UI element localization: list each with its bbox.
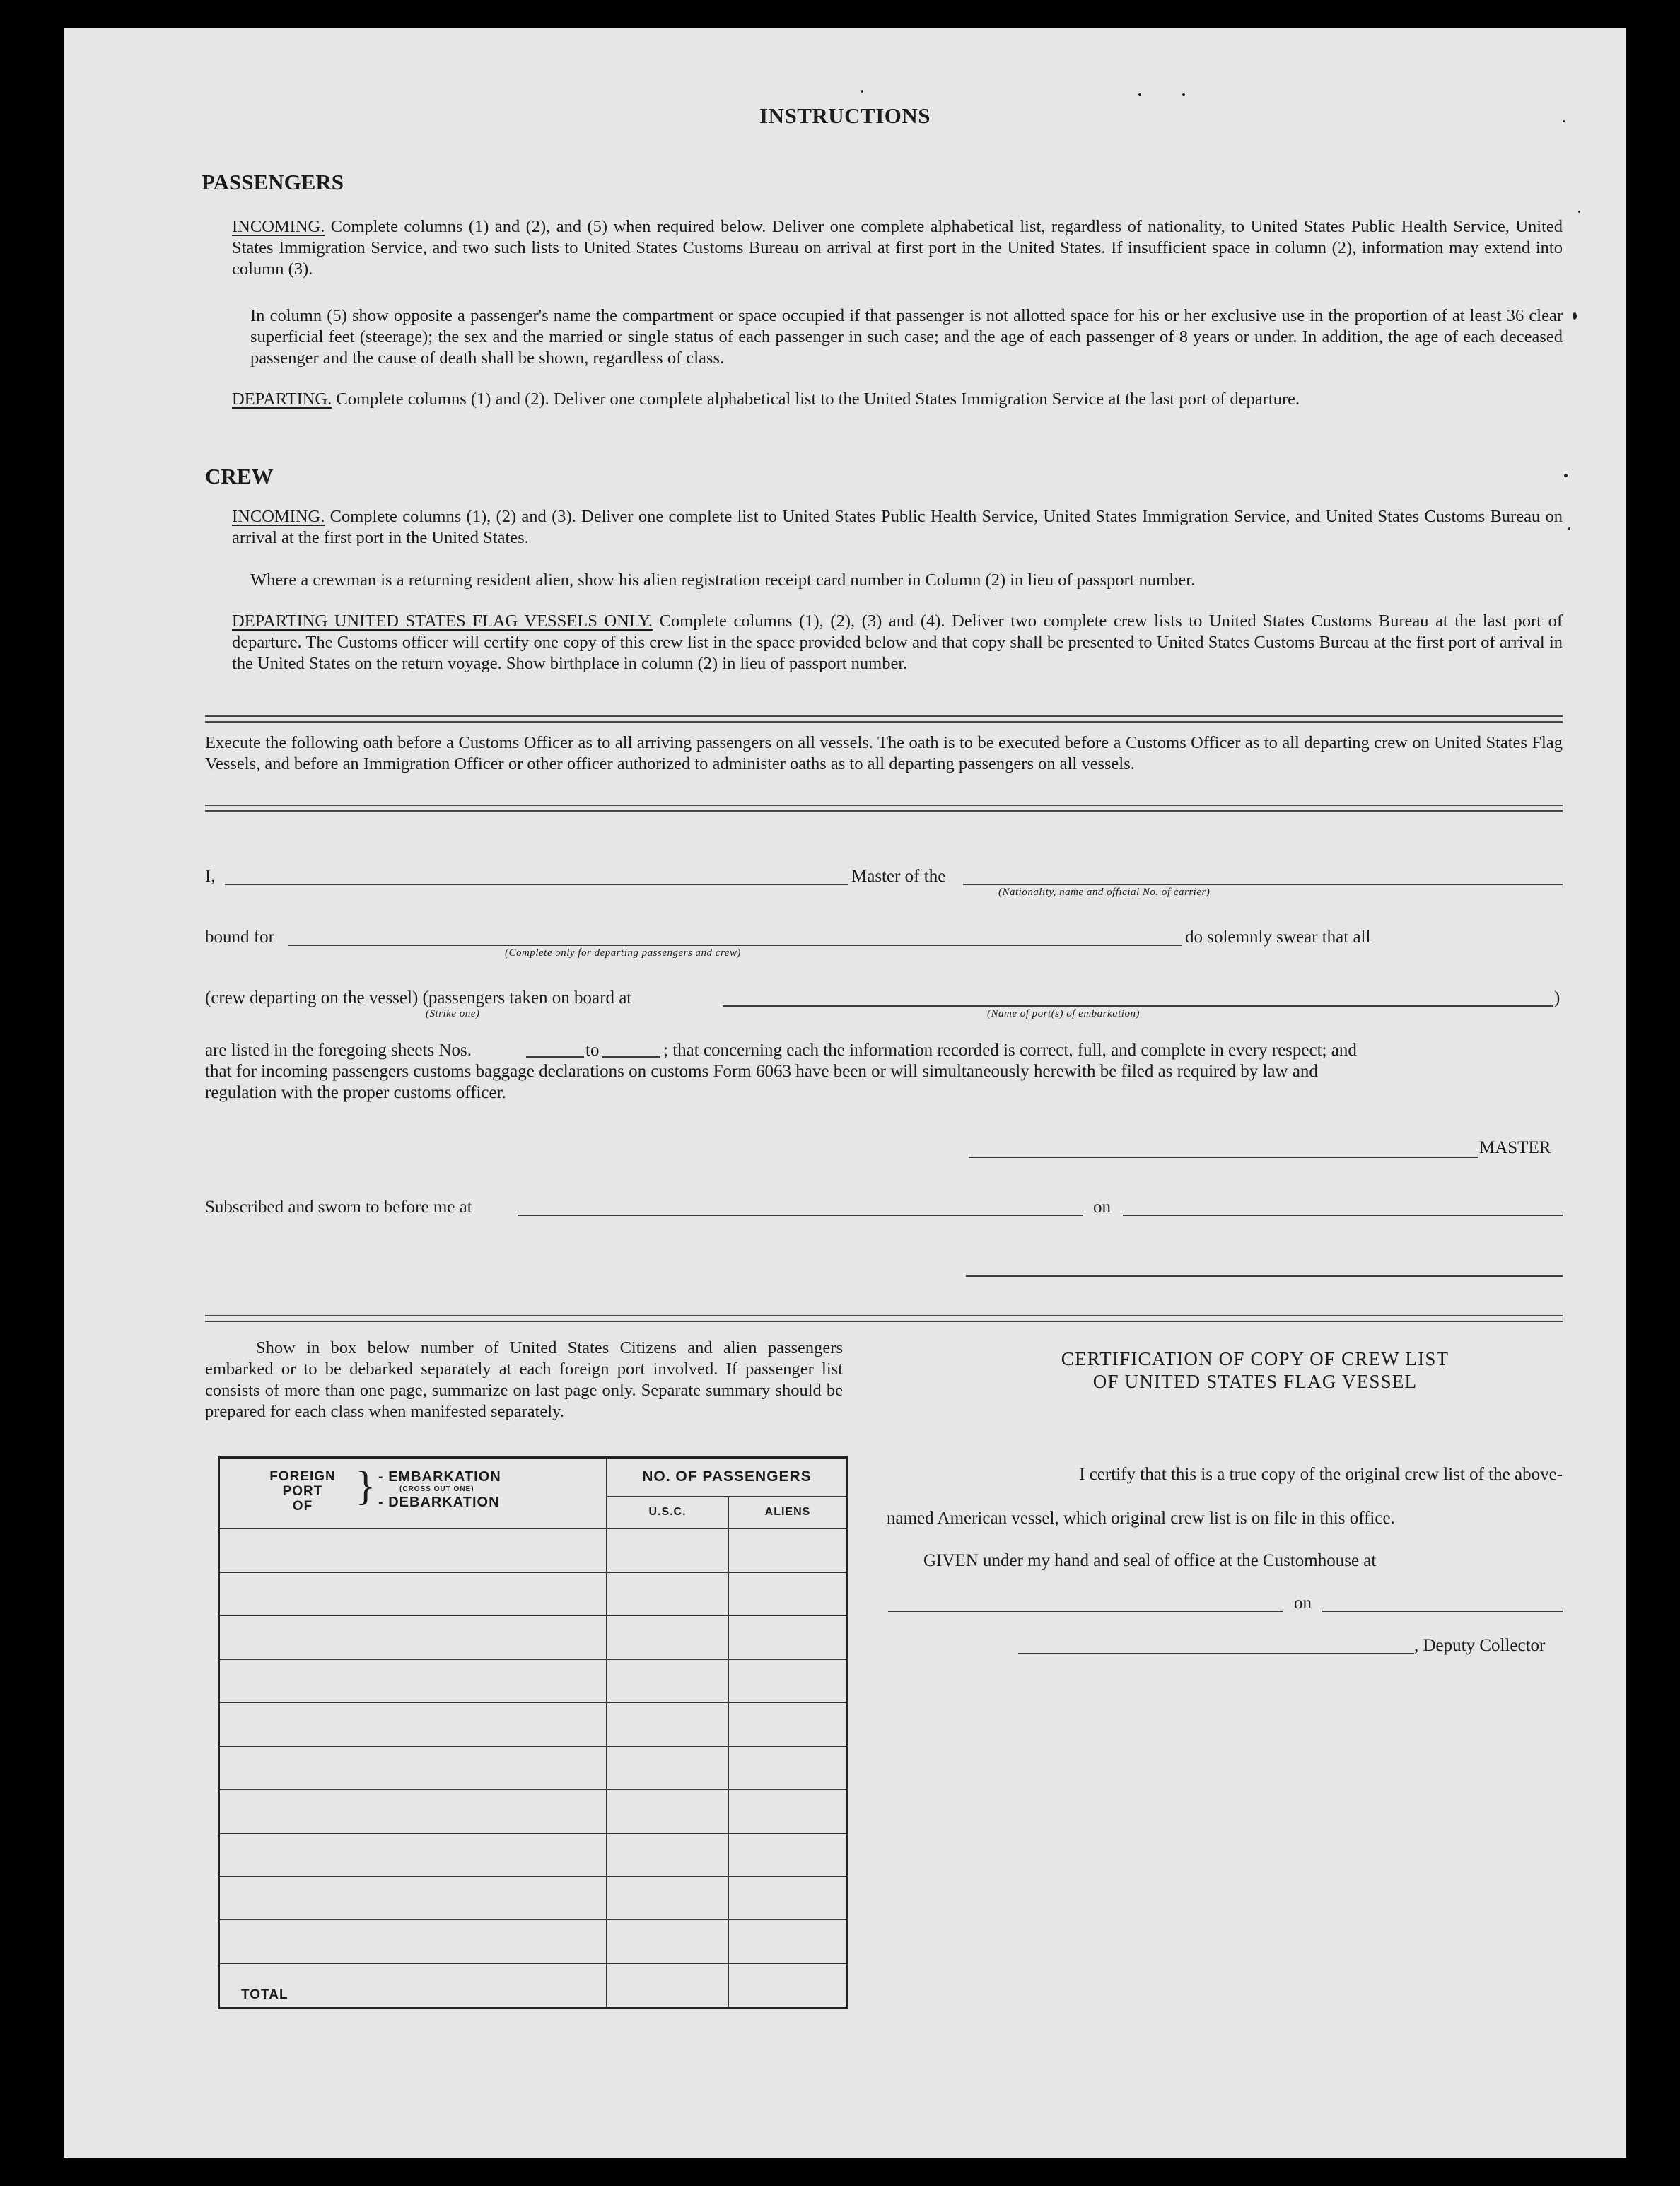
certify-line-3: GIVEN under my hand and seal of office at the Customhouse at bbox=[923, 1551, 1377, 1570]
sheet-from-field[interactable] bbox=[526, 1056, 584, 1058]
listed-line-3: regulation with the proper customs officer. bbox=[205, 1083, 506, 1102]
scan-speck bbox=[1564, 474, 1568, 477]
listed-sheets-label: are listed in the foregoing sheets Nos. bbox=[205, 1041, 472, 1060]
master-label: MASTER bbox=[1479, 1138, 1551, 1157]
scan-speck bbox=[1182, 93, 1185, 96]
passengers-column5-paragraph: In column (5) show opposite a passenger's name the compartment or space occupied if that passenger is not allotted space for his or her exclusive use in the proportion of at least 36 clear superficial feet (steerage); the sex and the married or single status of each passenger in such case; and the age of each passenger of 8 years or under. In addition, the age of each deceased passenger and the cause of death shall be shown, regardless of class. bbox=[250, 306, 1563, 368]
crew-incoming-text: Complete columns (1), (2) and (3). Deliver one complete list to United States Public Health Service, United States Immigration Service, and United States Customs Bureau on arrival at the first port in the United States. bbox=[232, 507, 1563, 547]
no-of-passengers-header: NO. OF PASSENGERS bbox=[607, 1458, 848, 1497]
certify-on-label: on bbox=[1294, 1594, 1312, 1613]
port-cell[interactable] bbox=[219, 1659, 607, 1702]
debarkation-label[interactable]: - DEBARKATION bbox=[378, 1495, 500, 1511]
passengers-incoming-label: INCOMING. bbox=[232, 217, 325, 236]
oath-intro-paragraph: Execute the following oath before a Customs Officer as to all arriving passengers on all vessels. The oath is to be executed before a Customs Officer as to all departing crew on United States Flag Vessels, and before an Immigration Officer or other officer authorized to administer oaths as to all departing passengers on all vessels. bbox=[205, 733, 1563, 773]
aliens-cell[interactable] bbox=[728, 1789, 848, 1833]
port-caption: (Name of port(s) of embarkation) bbox=[987, 1008, 1140, 1019]
passenger-summary-table bbox=[218, 1456, 848, 2009]
port-cell[interactable] bbox=[219, 1919, 607, 1963]
summary-row bbox=[219, 1746, 848, 1789]
aliens-cell[interactable] bbox=[728, 1746, 848, 1789]
usc-cell[interactable] bbox=[607, 1746, 728, 1789]
crew-departing-paragraph bbox=[232, 611, 1563, 674]
summary-row bbox=[219, 1919, 848, 1963]
embarkation-label[interactable]: - EMBARKATION bbox=[378, 1469, 501, 1485]
deputy-signature-field[interactable] bbox=[1018, 1653, 1414, 1654]
sworn-date-field[interactable] bbox=[1123, 1215, 1563, 1216]
foreign-port-of-label bbox=[257, 1469, 349, 1514]
aliens-cell[interactable] bbox=[728, 1615, 848, 1659]
total-row bbox=[219, 1963, 848, 2009]
carrier-caption: (Nationality, name and official No. of carrier) bbox=[998, 887, 1211, 898]
summary-row bbox=[219, 1529, 848, 1572]
crew-heading: CREW bbox=[205, 464, 274, 489]
summary-row bbox=[219, 1702, 848, 1746]
certify-line-1: I certify that this is a true copy of the original crew list of the above- bbox=[1079, 1465, 1563, 1484]
port-cell[interactable] bbox=[219, 1789, 607, 1833]
passengers-incoming-paragraph bbox=[232, 216, 1563, 280]
of-label: OF bbox=[292, 1499, 313, 1514]
oath-i-label: I, bbox=[205, 867, 216, 886]
certification-heading-line-2: OF UNITED STATES FLAG VESSEL bbox=[1092, 1371, 1418, 1392]
subscribed-label: Subscribed and sworn to before me at bbox=[205, 1198, 472, 1217]
passengers-departing-paragraph bbox=[232, 389, 1563, 410]
deputy-collector-label: , Deputy Collector bbox=[1414, 1636, 1546, 1655]
usc-cell[interactable] bbox=[607, 1659, 728, 1702]
usc-cell[interactable] bbox=[607, 1529, 728, 1572]
aliens-cell[interactable] bbox=[728, 1919, 848, 1963]
section-divider bbox=[205, 715, 1563, 723]
passengers-heading: PASSENGERS bbox=[202, 170, 344, 194]
close-paren: ) bbox=[1554, 988, 1561, 1007]
crew-departing-text: Complete columns (1), (2), (3) and (4). Deliver two complete crew lists to United States Customs Bureau at the last port of departure. The Customs officer will certify one copy of this crew list in the space provided below and that copy shall be presented to United States Customs Bureau at the first port of arrival in the United States on the return voyage. Show birthplace in column (2) in lieu of passport number. bbox=[232, 612, 1563, 673]
border-speck bbox=[1563, 120, 1565, 122]
crew-departing-label: DEPARTING UNITED STATES FLAG VESSELS ONLY. bbox=[232, 612, 653, 631]
summary-instructions: Show in box below number of United States Citizens and alien passengers embarked or to be debarked separately at each foreign port involved. If passenger list consists of more than one page, summarize on last page only. Separate summary should be prepared for each class when manifested separately. bbox=[205, 1338, 843, 1421]
port-cell[interactable] bbox=[219, 1833, 607, 1876]
passengers-departing-text: Complete columns (1) and (2). Deliver one complete alphabetical list to the United States Immigration Service at the last port of departure. bbox=[336, 390, 1300, 409]
sworn-on-label: on bbox=[1093, 1198, 1111, 1217]
certification-heading-line-1: CERTIFICATION OF COPY OF CREW LIST bbox=[1061, 1348, 1449, 1369]
scan-speck bbox=[1568, 527, 1570, 530]
border-speck bbox=[1578, 211, 1580, 213]
bound-for-caption: (Complete only for departing passengers and crew) bbox=[505, 947, 741, 959]
usc-cell[interactable] bbox=[607, 1789, 728, 1833]
aliens-cell[interactable] bbox=[728, 1529, 848, 1572]
customhouse-field[interactable] bbox=[888, 1611, 1283, 1612]
carrier-field[interactable] bbox=[963, 884, 1563, 885]
summary-row bbox=[219, 1789, 848, 1833]
passengers-incoming-text: Complete columns (1) and (2), and (5) when required below. Deliver one complete alphabetical list, regardless of nationality, to United States Public Health Service, United States Immigration Service, and two such lists to United States Customs Bureau on arrival at first port in the United States. If insufficient space in column (2), information may extend into column (3). bbox=[232, 217, 1563, 279]
listed-line-1: ; that concerning each the information recorded is correct, full, and complete in every respect; and bbox=[663, 1041, 1357, 1060]
aliens-cell[interactable] bbox=[728, 1702, 848, 1746]
crew-incoming-label: INCOMING. bbox=[232, 507, 325, 526]
aliens-cell[interactable] bbox=[728, 1876, 848, 1919]
bound-for-field[interactable] bbox=[288, 945, 1182, 946]
bound-for-label: bound for bbox=[205, 928, 274, 947]
page-title: INSTRUCTIONS bbox=[759, 103, 931, 128]
summary-row bbox=[219, 1876, 848, 1919]
aliens-cell[interactable] bbox=[728, 1572, 848, 1615]
usc-header: U.S.C. bbox=[607, 1497, 728, 1529]
summary-row bbox=[219, 1572, 848, 1615]
scan-speck bbox=[1573, 312, 1577, 320]
master-of-label: Master of the bbox=[851, 867, 946, 886]
crew-incoming-paragraph bbox=[232, 506, 1563, 549]
certify-line-2: named American vessel, which original crew list is on file in this office. bbox=[887, 1509, 1395, 1528]
cross-out-note: (CROSS OUT ONE) bbox=[399, 1485, 474, 1494]
certify-date-field[interactable] bbox=[1322, 1611, 1563, 1612]
master-name-field[interactable] bbox=[225, 884, 848, 885]
passengers-departing-label: DEPARTING. bbox=[232, 390, 332, 409]
lower-divider bbox=[205, 1315, 1563, 1322]
oath-divider bbox=[205, 805, 1563, 812]
crew-passengers-label: (crew departing on the vessel) (passengers taken on board at bbox=[205, 988, 632, 1007]
strike-caption: (Strike one) bbox=[426, 1008, 480, 1019]
usc-cell[interactable] bbox=[607, 1876, 728, 1919]
aliens-cell[interactable] bbox=[728, 1833, 848, 1876]
port-cell[interactable] bbox=[219, 1529, 607, 1572]
scan-speck bbox=[1138, 93, 1141, 96]
sheet-to-field[interactable] bbox=[602, 1056, 660, 1058]
usc-cell[interactable] bbox=[607, 1919, 728, 1963]
scan-speck bbox=[861, 90, 863, 93]
master-signature-field[interactable] bbox=[969, 1157, 1478, 1158]
brace-icon: } bbox=[356, 1463, 375, 1509]
port-label: PORT bbox=[282, 1484, 323, 1500]
crew-resident-paragraph: Where a crewman is a returning resident alien, show his alien registration receipt card number in Column (2) in lieu of passport number. bbox=[250, 571, 1196, 590]
port-cell[interactable] bbox=[219, 1615, 607, 1659]
usc-cell[interactable] bbox=[607, 1702, 728, 1746]
usc-cell[interactable] bbox=[607, 1833, 728, 1876]
certification-heading bbox=[947, 1348, 1563, 1393]
port-cell[interactable] bbox=[219, 1746, 607, 1789]
usc-total-cell[interactable] bbox=[607, 1963, 728, 2009]
sworn-place-field[interactable] bbox=[518, 1215, 1083, 1216]
aliens-header: ALIENS bbox=[728, 1497, 848, 1529]
port-cell[interactable] bbox=[219, 1702, 607, 1746]
foreign-label: FOREIGN bbox=[269, 1469, 336, 1485]
document-page bbox=[64, 28, 1626, 2158]
usc-cell[interactable] bbox=[607, 1615, 728, 1659]
port-cell[interactable] bbox=[219, 1572, 607, 1615]
summary-row bbox=[219, 1615, 848, 1659]
swear-label: do solemnly swear that all bbox=[1185, 928, 1371, 947]
usc-cell[interactable] bbox=[607, 1572, 728, 1615]
to-label: to bbox=[585, 1041, 600, 1060]
summary-row bbox=[219, 1833, 848, 1876]
aliens-cell[interactable] bbox=[728, 1659, 848, 1702]
summary-row bbox=[219, 1659, 848, 1702]
officer-signature-field[interactable] bbox=[966, 1275, 1563, 1277]
total-label: TOTAL bbox=[219, 1963, 607, 2009]
embarkation-port-field[interactable] bbox=[723, 1005, 1553, 1007]
port-header-cell bbox=[219, 1458, 607, 1529]
port-cell[interactable] bbox=[219, 1876, 607, 1919]
aliens-total-cell[interactable] bbox=[728, 1963, 848, 2009]
listed-line-2: that for incoming passengers customs baggage declarations on customs Form 6063 have been or will simultaneously herewith be filed as required by law and bbox=[205, 1062, 1318, 1081]
